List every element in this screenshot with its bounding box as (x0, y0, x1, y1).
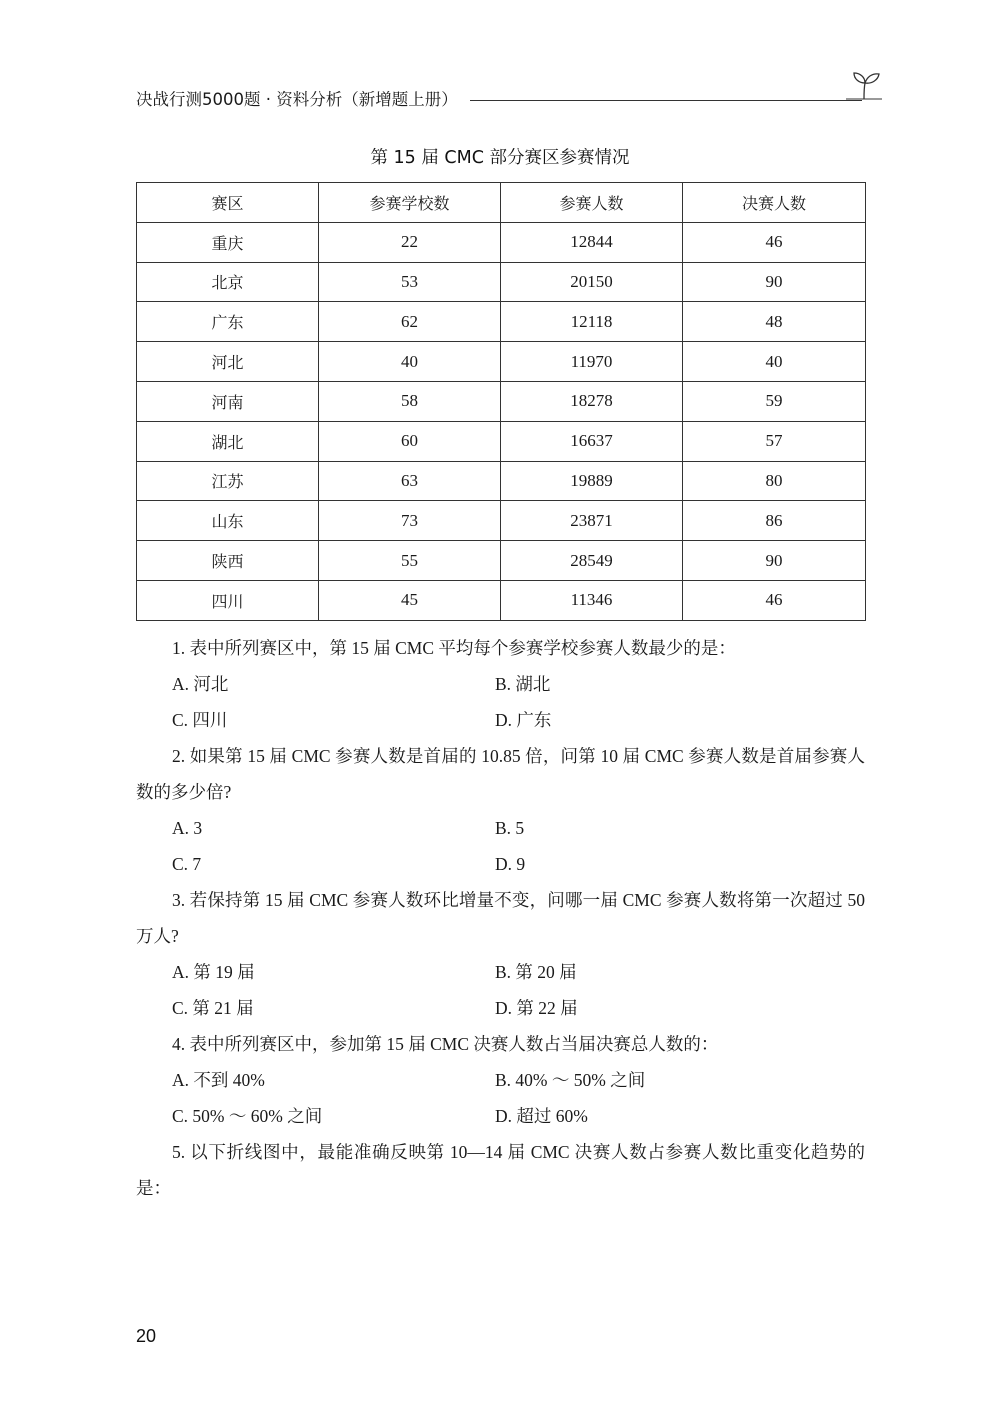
table-row (137, 421, 866, 461)
table-row (137, 541, 866, 581)
option-c[interactable]: C. 50% ～ 60% 之间 (172, 1106, 323, 1126)
question-list (136, 630, 865, 1206)
region-cell: 广东 (137, 302, 319, 342)
option-row (136, 666, 865, 702)
finalists-cell: 46 (683, 222, 866, 262)
option-c[interactable]: C. 四川 (172, 710, 228, 730)
option-d[interactable]: D. 第 22 届 (495, 998, 578, 1018)
finalists-cell: 59 (683, 381, 866, 421)
schools-cell: 55 (319, 541, 501, 581)
region-cell: 河南 (137, 381, 319, 421)
question-stem: 3. 若保持第 15 届 CMC 参赛人数环比增量不变，问哪一届 CMC 参赛人数将第一次超过 50 万人? (136, 890, 865, 946)
participants-cell: 19889 (501, 461, 683, 501)
option-a[interactable]: A. 河北 (172, 674, 229, 694)
option-row (136, 954, 865, 990)
finalists-cell: 57 (683, 421, 866, 461)
question-stem: 2. 如果第 15 届 CMC 参赛人数是首届的 10.85 倍，问第 10 届 CMC 参赛人数是首届参赛人数的多少倍? (136, 746, 865, 802)
finalists-cell: 40 (683, 342, 866, 382)
option-row (136, 990, 865, 1026)
participants-cell: 20150 (501, 262, 683, 302)
table-row (137, 342, 866, 382)
finalists-cell: 90 (683, 262, 866, 302)
finalists-cell: 86 (683, 501, 866, 541)
region-cell: 北京 (137, 262, 319, 302)
question-3 (136, 882, 865, 1026)
schools-cell: 45 (319, 580, 501, 620)
option-c[interactable]: C. 第 21 届 (172, 998, 254, 1018)
table-header-row (137, 183, 866, 223)
option-b[interactable]: B. 湖北 (495, 674, 551, 694)
column-header: 赛区 (137, 183, 319, 223)
question-stem: 1. 表中所列赛区中，第 15 届 CMC 平均每个参赛学校参赛人数最少的是： (172, 638, 736, 658)
option-d[interactable]: D. 超过 60% (495, 1106, 588, 1126)
participants-cell: 23871 (501, 501, 683, 541)
option-c[interactable]: C. 7 (172, 854, 202, 874)
schools-cell: 22 (319, 222, 501, 262)
schools-cell: 62 (319, 302, 501, 342)
option-a[interactable]: A. 第 19 届 (172, 962, 255, 982)
finalists-cell: 46 (683, 580, 866, 620)
option-d[interactable]: D. 广东 (495, 710, 552, 730)
page-number: 20 (136, 1326, 157, 1346)
table-row (137, 580, 866, 620)
option-row (136, 1098, 865, 1134)
option-row (136, 846, 865, 882)
region-cell: 山东 (137, 501, 319, 541)
participants-cell: 12118 (501, 302, 683, 342)
participants-cell: 28549 (501, 541, 683, 581)
schools-cell: 40 (319, 342, 501, 382)
option-a[interactable]: A. 不到 40% (172, 1070, 265, 1090)
question-4 (136, 1026, 865, 1134)
option-b[interactable]: B. 第 20 届 (495, 962, 577, 982)
schools-cell: 73 (319, 501, 501, 541)
schools-cell: 53 (319, 262, 501, 302)
question-5 (136, 1134, 865, 1206)
region-cell: 陕西 (137, 541, 319, 581)
option-row (136, 810, 865, 846)
schools-cell: 63 (319, 461, 501, 501)
table-row (137, 381, 866, 421)
header-rule (470, 100, 862, 101)
finalists-cell: 48 (683, 302, 866, 342)
region-cell: 江苏 (137, 461, 319, 501)
column-header: 决赛人数 (683, 183, 866, 223)
option-row (136, 702, 865, 738)
schools-cell: 58 (319, 381, 501, 421)
region-cell: 重庆 (137, 222, 319, 262)
book-title: 决战行测5000题 · 资料分析（新增题上册） (136, 90, 458, 109)
region-cell: 四川 (137, 580, 319, 620)
participants-cell: 11346 (501, 580, 683, 620)
question-1 (136, 630, 865, 738)
finalists-cell: 80 (683, 461, 866, 501)
table-row (137, 461, 866, 501)
option-row (136, 1062, 865, 1098)
option-d[interactable]: D. 9 (495, 854, 526, 874)
column-header: 参赛学校数 (319, 183, 501, 223)
question-2 (136, 738, 865, 882)
option-a[interactable]: A. 3 (172, 818, 203, 838)
option-b[interactable]: B. 5 (495, 818, 525, 838)
participants-cell: 16637 (501, 421, 683, 461)
running-header (136, 88, 876, 114)
data-table (136, 182, 866, 621)
question-stem: 4. 表中所列赛区中，参加第 15 届 CMC 决赛人数占当届决赛总人数的： (172, 1034, 719, 1054)
table-row (137, 222, 866, 262)
table-row (137, 501, 866, 541)
region-cell: 河北 (137, 342, 319, 382)
participants-cell: 18278 (501, 381, 683, 421)
participants-cell: 12844 (501, 222, 683, 262)
sprout-icon (844, 68, 884, 100)
option-b[interactable]: B. 40% ～ 50% 之间 (495, 1070, 646, 1090)
region-cell: 湖北 (137, 421, 319, 461)
table-row (137, 302, 866, 342)
table-row (137, 262, 866, 302)
finalists-cell: 90 (683, 541, 866, 581)
schools-cell: 60 (319, 421, 501, 461)
question-stem: 5. 以下折线图中，最能准确反映第 10—14 届 CMC 决赛人数占参赛人数比重变化趋势的是： (136, 1142, 865, 1198)
column-header: 参赛人数 (501, 183, 683, 223)
table-title: 第 15 届 CMC 部分赛区参赛情况 (370, 148, 630, 168)
participants-cell: 11970 (501, 342, 683, 382)
